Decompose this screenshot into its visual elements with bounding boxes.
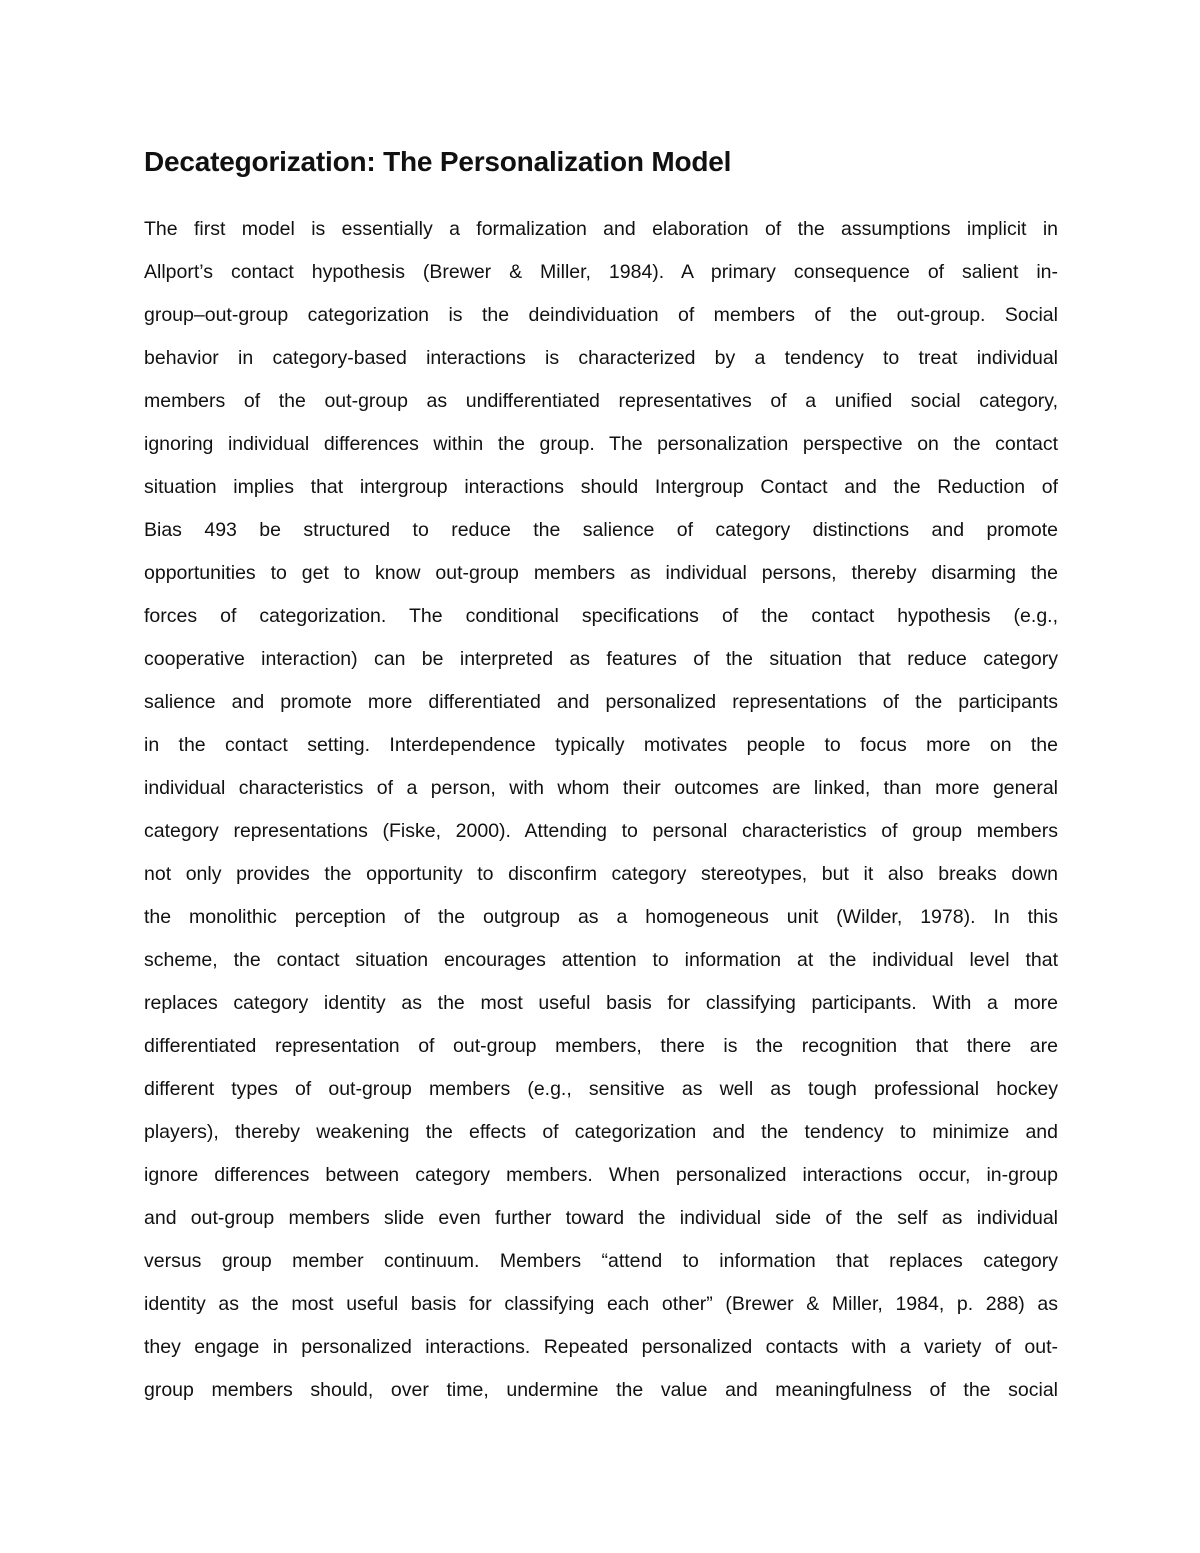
paragraph-line: different types of out-group members (e.g., sensitive as well as tough professional hockey [144,1078,1058,1100]
paragraph-line: Allport’s contact hypothesis (Brewer & Miller, 1984). A primary consequence of salient in- [144,261,1058,283]
paragraph-line: versus group member continuum. Members “attend to information that replaces category [144,1250,1058,1272]
paragraph-line: behavior in category-based interactions is characterized by a tendency to treat individual [144,347,1058,369]
paragraph-line: members of the out-group as undifferentiated representatives of a unified social category, [144,390,1058,412]
paragraph-line: the monolithic perception of the outgroup as a homogeneous unit (Wilder, 1978). In this [144,906,1058,928]
paragraph-line: they engage in personalized interactions. Repeated personalized contacts with a variety of out- [144,1336,1058,1358]
paragraph-line: differentiated representation of out-group members, there is the recognition that there are [144,1035,1058,1057]
paragraph-line: Bias 493 be structured to reduce the salience of category distinctions and promote [144,519,1058,541]
paragraph-line: opportunities to get to know out-group members as individual persons, thereby disarming the [144,562,1058,584]
paragraph-line: players), thereby weakening the effects of categorization and the tendency to minimize and [144,1121,1058,1143]
section-heading: Decategorization: The Personalization Model [144,146,732,177]
paragraph-line: replaces category identity as the most useful basis for classifying participants. With a more [144,992,1058,1014]
paragraph-line: scheme, the contact situation encourages attention to information at the individual level that [144,949,1058,971]
paragraph-line: group–out-group categorization is the deindividuation of members of the out-group. Social [144,304,1058,326]
paragraph-line: individual characteristics of a person, with whom their outcomes are linked, than more general [144,777,1058,799]
paragraph-line: identity as the most useful basis for classifying each other” (Brewer & Miller, 1984, p. 288) as [144,1293,1058,1315]
paragraph-line: ignoring individual differences within the group. The personalization perspective on the contact [144,433,1058,455]
paragraph-line: ignore differences between category members. When personalized interactions occur, in-group [144,1164,1058,1186]
paragraph-line: not only provides the opportunity to disconfirm category stereotypes, but it also breaks down [144,863,1058,885]
paragraph-line: The first model is essentially a formalization and elaboration of the assumptions implicit in [144,218,1058,240]
paragraph-line: in the contact setting. Interdependence typically motivates people to focus more on the [144,734,1058,756]
paragraph-line: situation implies that intergroup interactions should Intergroup Contact and the Reduction of [144,476,1058,498]
body-text [144,208,1058,1412]
paragraph-line: cooperative interaction) can be interpreted as features of the situation that reduce category [144,648,1058,670]
paragraph-line: forces of categorization. The conditional specifications of the contact hypothesis (e.g., [144,605,1058,627]
paragraph-line: group members should, over time, undermine the value and meaningfulness of the social [144,1379,1058,1401]
paragraph-line: category representations (Fiske, 2000). Attending to personal characteristics of group members [144,820,1058,842]
paragraph-line: and out-group members slide even further toward the individual side of the self as individual [144,1207,1058,1229]
paragraph-line: salience and promote more differentiated and personalized representations of the participants [144,691,1058,713]
